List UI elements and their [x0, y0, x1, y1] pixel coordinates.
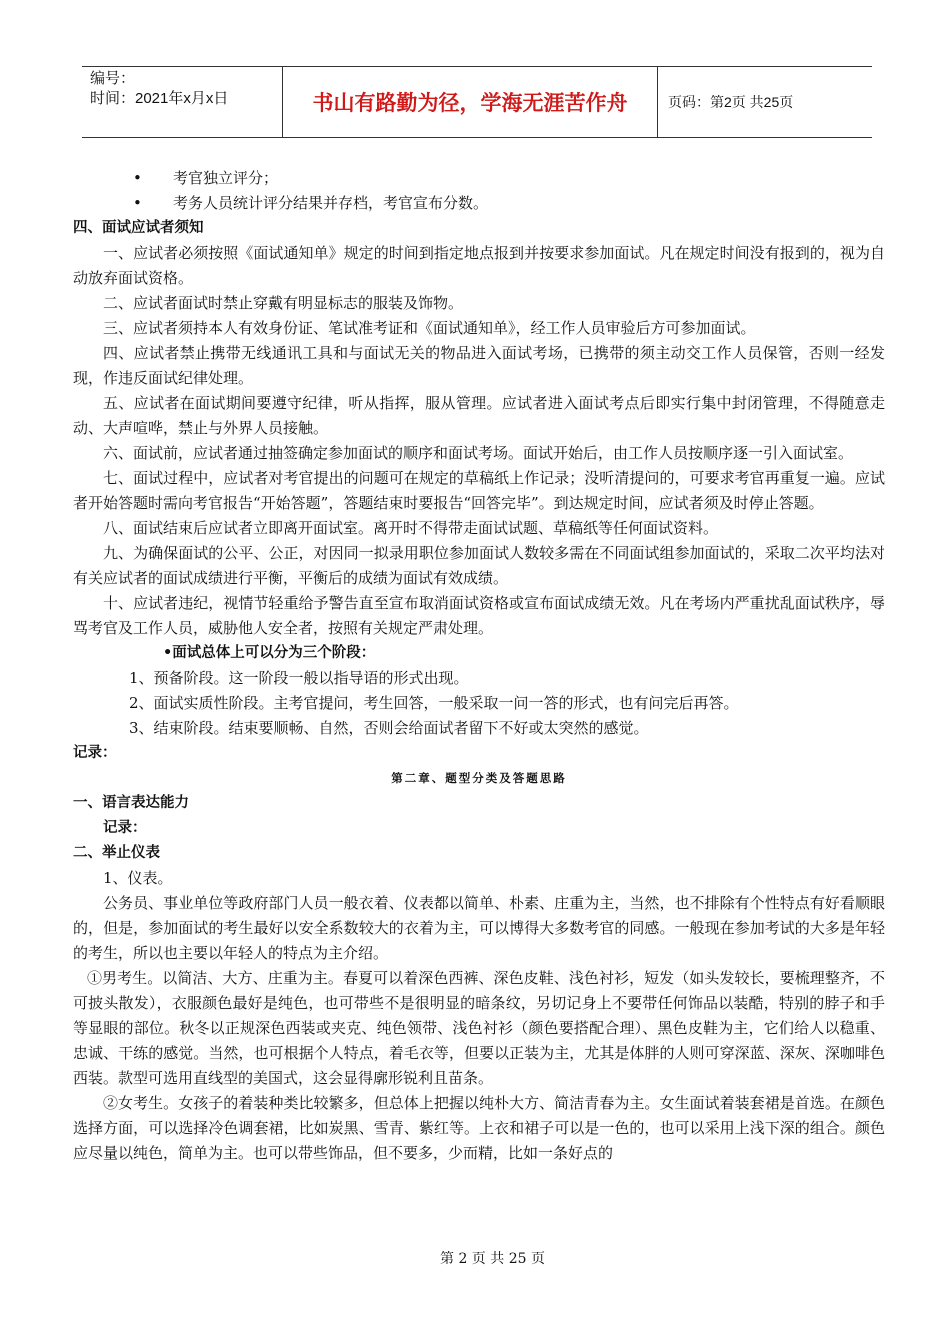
stage-item: 3、结束阶段。结束要顺畅、自然，否则会给面试者留下不好或太突然的感觉。	[129, 719, 649, 737]
number-label: 编号：	[90, 70, 136, 87]
rule-paragraph: 四、应试者禁止携带无线通讯工具和与面试无关的物品进入面试考场，已携带的须主动交工作人员保管，否则一经发现，作违反面试纪律处理。	[73, 344, 885, 387]
date-label: 时间：2021年x月x日	[90, 90, 229, 107]
body-paragraph: ②女考生。女孩子的着装种类比较繁多，但总体上把握以纯朴大方、简洁青春为主。女生面试着装套裙是首选。在颜色选择方面，可以选择冷色调套裙，比如炭黑、雪青、紫红等。上衣和裙子可以是一色的，也可以采用上浅下深的组合。颜色应尽量以纯色，简单为主。也可以带些饰品，但不要多，少而精，比如一条好点的	[73, 1094, 885, 1162]
record-label: 记录：	[103, 820, 147, 836]
rule-paragraph: 五、应试者在面试期间要遵守纪律，听从指挥，服从管理。应试者进入面试考点后即实行集中封闭管理，不得随意走动、大声喧哗，禁止与外界人员接触。	[73, 394, 885, 437]
bullet-dot-icon: •	[133, 194, 142, 212]
stages-heading: •面试总体上可以分为三个阶段：	[163, 645, 376, 661]
chapter-title: 第二章、题型分类及答题思路	[391, 771, 567, 785]
rule-paragraph: 一、应试者必须按照《面试通知单》规定的时间到指定地点报到并按要求参加面试。凡在规定时间没有报到的，视为自动放弃面试资格。	[73, 244, 885, 287]
rule-paragraph: 七、面试过程中，应试者对考官提出的问题可在规定的草稿纸上作记录；没听清提问的，可要求考官再重复一遍。应试者开始答题时需向考官报告“开始答题”，答题结束时要报告“回答完毕”。到达规定时间，应试者须及时停止答题。	[73, 469, 885, 512]
document-body	[73, 166, 885, 1166]
record-label: 记录：	[73, 745, 117, 761]
rule-paragraph: 九、为确保面试的公平、公正，对因同一拟录用职位参加面试人数较多需在不同面试组参加面试的，采取二次平均法对有关应试者的面试成绩进行平衡，平衡后的成绩为面试有效成绩。	[73, 544, 885, 587]
stage-item: 2、面试实质性阶段。主考官提问，考生回答，一般采取一问一答的形式，也有问完后再答。	[129, 694, 739, 712]
subsection-heading: 1、仪表。	[103, 869, 173, 887]
page-footer: 第 2 页 共 25 页	[440, 1251, 545, 1267]
bullet-dot-icon: •	[133, 169, 142, 187]
rule-paragraph: 二、应试者面试时禁止穿戴有明显标志的服装及饰物。	[103, 294, 464, 312]
header-meta	[82, 67, 282, 137]
header-page-info: 页码：第2页 共25页	[668, 94, 794, 110]
bullet-item: • 考官独立评分；	[73, 166, 885, 191]
rule-paragraph: 十、应试者违纪，视情节轻重给予警告直至宣布取消面试资格或宣布面试成绩无效。凡在考场内严重扰乱面试秩序，辱骂考官及工作人员，威胁他人安全者，按照有关规定严肃处理。	[73, 594, 885, 637]
rule-paragraph: 六、面试前，应试者通过抽签确定参加面试的顺序和面试考场。面试开始后，由工作人员按顺序逐一引入面试室。	[103, 444, 854, 462]
rule-paragraph: 三、应试者须持本人有效身份证、笔试准考证和《面试通知单》，经工作人员审验后方可参加面试。	[103, 319, 756, 337]
bullet-item: • 考务人员统计评分结果并存档，考官宣布分数。	[73, 191, 885, 216]
body-paragraph: 公务员、事业单位等政府部门人员一般衣着、仪表都以简单、朴素、庄重为主，当然，也不排除有个性特点有好看顺眼的，但是，参加面试的考生最好以安全系数较大的衣着为主，可以博得大多数考官的同感。一般现在参加考试的大多是年轻的考生，所以也主要以年轻人的特点为主介绍。	[73, 894, 885, 962]
section-heading: 一、语言表达能力	[73, 795, 189, 811]
stage-item: 1、预备阶段。这一阶段一般以指导语的形式出现。	[129, 669, 469, 687]
page-header	[82, 66, 872, 138]
section-heading: 二、举止仪表	[73, 845, 160, 861]
header-motto: 书山有路勤为径，学海无涯苦作舟	[282, 67, 658, 137]
rule-paragraph: 八、面试结束后应试者立即离开面试室。离开时不得带走面试试题、草稿纸等任何面试资料。	[103, 519, 719, 537]
section-heading: 四、面试应试者须知	[73, 220, 204, 236]
body-paragraph: ①男考生。以简洁、大方、庄重为主。春夏可以着深色西裤、深色皮鞋、浅色衬衫，短发（如头发较长，要梳理整齐，不可披头散发），衣服颜色最好是纯色，也可带些不是很明显的暗条纹，另切记身上不要带任何饰品以装酷，特别的脖子和手等显眼的部位。秋冬以正规深色西装或夹克、纯色领带、浅色衬衫（颜色要搭配合理）、黑色皮鞋为主，它们给人以稳重、忠诚、干练的感觉。当然，也可根据个人特点，着毛衣等，但要以正装为主，尤其是体胖的人则可穿深蓝、深灰、深咖啡色西装。款型可选用直线型的美国式，这会显得廓形锐利且苗条。	[73, 969, 885, 1087]
